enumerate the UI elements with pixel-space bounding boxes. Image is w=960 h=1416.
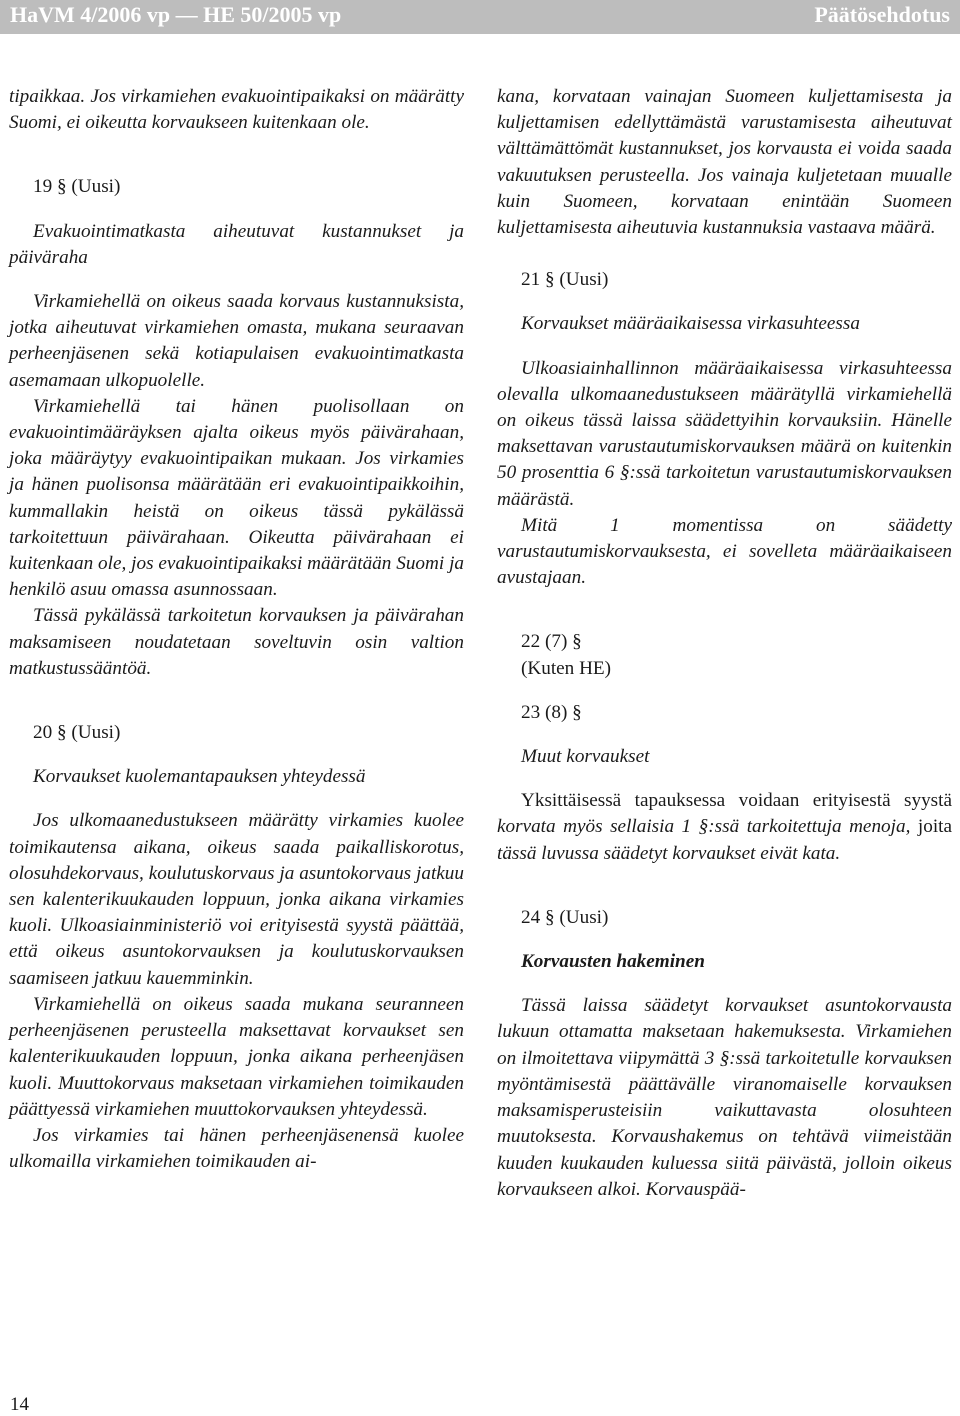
paragraph: Jos ulkomaanedustukseen määrätty virkamies kuolee toimikautensa aikana, oikeus saada paikalliskorotus, olosuhdekorvaus, koulutuskorvaus ja asuntokorvaus jatkuu sen kalenterikuukauden loppuun, jonka aikana virkamies kuoli. Ulkoasiainministeriö voi erityisestä syystä päättää, että oikeus asuntokorvauksen ja koulutuskorvauksen saamiseen jatkuu kauemminkin.: [9, 810, 464, 989]
paragraph: Tässä laissa säädetyt korvaukset asuntokorvausta lukuun ottamatta maksetaan hakemuksesta. Virkamiehen on ilmoitettava viipymättä 3 §:ssä tarkoitetulle korvauksen myöntämisestä päättävälle viranomaiselle korvauksen maksamisperusteisiin vaikuttavasta olosuhteen muutoksesta. Korvaushakemus on tehtävä viimeistään kuuden kuukauden kuluessa siitä päivästä, jolloin oikeus korvaukseen alkoi. Korvauspää-: [497, 995, 952, 1200]
text-upright: joita: [910, 816, 952, 838]
section-title: Korvaukset kuolemantapauksen yhteydessä: [33, 766, 366, 788]
paragraph: Jos virkamies tai hänen perheenjäsenensä kuolee ulkomailla virkamiehen toimikauden ai-: [9, 1124, 464, 1173]
page-header: [0, 0, 960, 34]
paragraph: Tässä pykälässä tarkoitetun korvauksen ja päivärahan maksamiseen noudatetaan soveltuvin osin valtion matkustussääntöä.: [9, 605, 464, 679]
paragraph: Ulkoasiainhallinnon määräaikaisessa virkasuhteessa olevalla ulkomaanedustukseen määrätyllä virkamiehellä on oikeus tässä laissa säädettyihin korvauksiin. Hänelle maksettavan varustautumiskorvauksen määrä on kuitenkin 50 prosenttia 6 §:ssä tarkoitetun varustautumiskorvauksen määrästä.: [497, 357, 952, 510]
paragraph: [497, 788, 952, 867]
section-number: 19 § (Uusi): [33, 176, 121, 198]
paragraph: Mitä 1 momentissa on säädetty varustautumiskorvauksesta, ei sovelleta määräaikaiseen avustajaan.: [497, 514, 952, 589]
section-number: 24 § (Uusi): [521, 906, 609, 928]
paragraph: tipaikkaa. Jos virkamiehen evakuointipaikaksi on määrätty Suomi, ei oikeutta korvaukseen kuitenkaan ole.: [9, 86, 464, 134]
text-upright: Yksittäisessä tapauksessa voidaan erityisestä syystä: [521, 790, 952, 812]
text-italic: korvata myös sellaisia 1 §:ssä tarkoitettuja menoja,: [497, 816, 911, 838]
page-number: 14: [10, 1394, 29, 1415]
paragraph: Virkamiehellä tai hänen puolisollaan on evakuointimääräyksen ajalta oikeus myös päivärahaan, joka määräytyy evakuointipaikan mukaan. Jos virkamies ja hänen puolisonsa määrätään eri evakuointipaikkoihin, kummallakin heistä on oikeus tässä pykälässä tarkoitettuun päivärahaan. Oikeutta päivärahaan ei kuitenkaan ole, jos evakuointipaikaksi määrätään Suomi ja henkilö asuu omassa asunnossaan.: [9, 395, 464, 601]
section-title: Evakuointimatkasta aiheutuvat kustannukset ja päiväraha: [9, 220, 464, 268]
paragraph: Virkamiehellä on oikeus saada mukana seuranneen perheenjäsenen perusteella maksettavat korvaukset sen kalenterikuukauden loppuun, jonka aikana perheenjäsen kuoli. Muuttokorvaus maksetaan virkamiehen toimikauden päättyessä virkamiehen muuttokorvauksen yhteydessä.: [9, 993, 464, 1120]
section-title: Muut korvaukset: [521, 746, 650, 768]
paragraph: kana, korvataan vainajan Suomeen kuljettamisesta ja kuljettamisen edellyttämästä varustamisesta aiheutuvat välttämättömät kustannukset, jos korvausta ei voida saada vakuutuksen perusteella. Jos vainaja kuljetetaan muualle kuin Suomeen, korvataan enintään Suomeen kuljettamisesta aiheutuvia kustannuksia vastaava määrä.: [497, 86, 952, 239]
section-note: (Kuten HE): [521, 657, 612, 679]
document-id: HaVM 4/2006 vp — HE 50/2005 vp: [10, 2, 342, 27]
section-number: 23 (8) §: [521, 701, 582, 723]
right-column: [497, 84, 952, 1203]
section-title: Korvausten hakeminen: [521, 951, 705, 973]
section-title: Korvaukset määräaikaisessa virkasuhteessa: [521, 313, 860, 335]
paragraph: Virkamiehellä on oikeus saada korvaus kustannuksista, jotka aiheutuvat virkamiehen omasta, mukana seuraavan perheenjäsenen sekä kotiapulaisen evakuointimatkasta asemamaan ulkopuolelle.: [9, 291, 464, 391]
text-italic: tässä luvussa säädetyt korvaukset eivät kata.: [497, 842, 841, 864]
section-label: Päätösehdotus: [814, 2, 950, 27]
left-column: [9, 84, 464, 1175]
section-number: 21 § (Uusi): [521, 269, 609, 291]
section-number: 20 § (Uusi): [33, 722, 121, 744]
section-number: 22 (7) §: [521, 631, 582, 653]
